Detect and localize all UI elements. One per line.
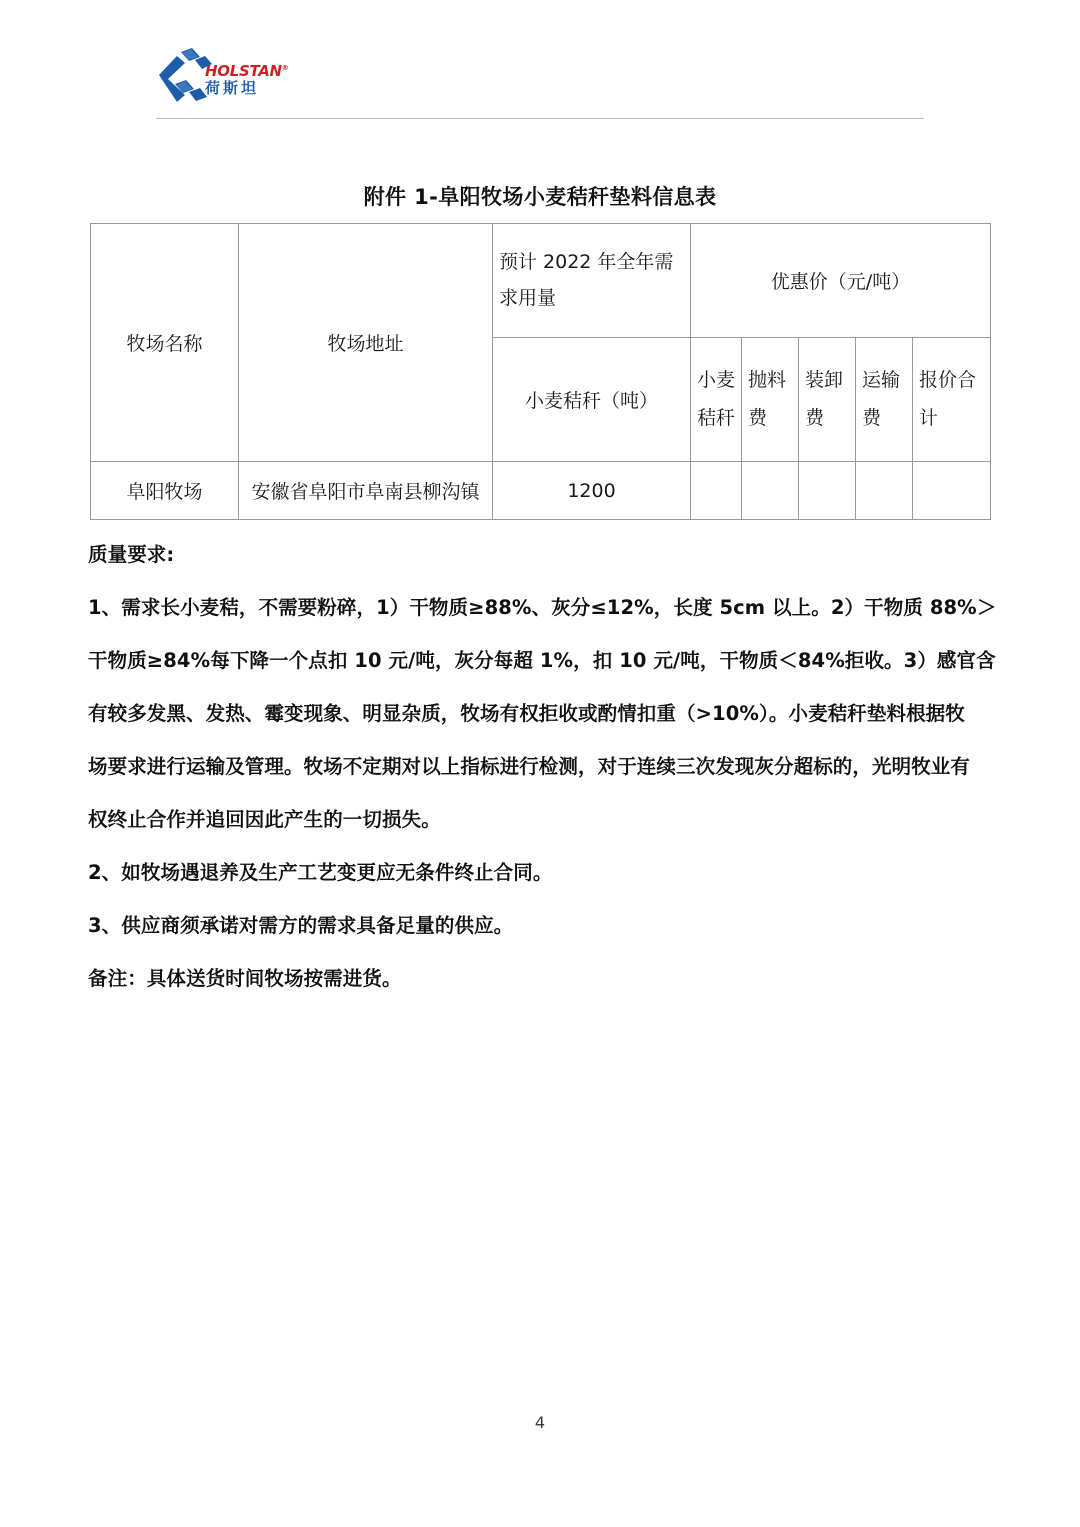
header-cell-farm-address: 牧场地址 bbox=[239, 224, 493, 462]
cell-price-transport-fee[interactable] bbox=[856, 462, 913, 520]
quality-requirements-heading: 质量要求: bbox=[88, 543, 175, 566]
quality-requirements-section bbox=[88, 528, 997, 1005]
table-header-row-top bbox=[91, 224, 991, 338]
requirement-item-1-line-3: 有较多发黑、发热、霉变现象、明显杂质，牧场有权拒收或酌情扣重（>10%）。小麦秸秆垫料根据牧 bbox=[88, 702, 965, 725]
header-cell-price-wheat-straw: 小麦秸秆 bbox=[691, 338, 742, 462]
cell-price-throwing-fee[interactable] bbox=[742, 462, 799, 520]
cell-price-wheat-straw[interactable] bbox=[691, 462, 742, 520]
logo-latin-text: HOLSTAN® bbox=[205, 62, 289, 80]
requirement-item-2: 2、如牧场遇退养及生产工艺变更应无条件终止合同。 bbox=[88, 861, 553, 884]
requirement-item-1-line-2: 干物质≥84%每下降一个点扣 10 元/吨，灰分每超 1%，扣 10 元/吨，干物质＜84%拒收。3）感官含 bbox=[88, 649, 996, 672]
header-cell-demand-group: 预计 2022 年全年需求用量 bbox=[493, 224, 691, 338]
header-cell-price-loading-fee: 装卸费 bbox=[799, 338, 856, 462]
remark-note: 备注：具体送货时间牧场按需进货。 bbox=[88, 967, 402, 990]
registered-trademark-icon: ® bbox=[281, 64, 289, 72]
requirement-item-1-line-5: 权终止合作并追回因此产生的一切损失。 bbox=[88, 808, 441, 831]
header-divider-rule bbox=[156, 118, 924, 119]
requirement-item-3: 3、供应商须承诺对需方的需求具备足量的供应。 bbox=[88, 914, 514, 937]
page-number: 4 bbox=[534, 1413, 546, 1432]
table-row bbox=[91, 462, 991, 520]
straw-bedding-info-table bbox=[90, 223, 991, 520]
cell-price-total[interactable] bbox=[913, 462, 991, 520]
logo-wordmark bbox=[205, 64, 295, 108]
header-cell-demand-sub: 小麦秸秆（吨） bbox=[493, 338, 691, 462]
cell-farm-address: 安徽省阜阳市阜南县柳沟镇 bbox=[239, 462, 493, 520]
header-cell-price-total: 报价合计 bbox=[913, 338, 991, 462]
logo-cjk-text: 荷斯坦 bbox=[205, 79, 260, 97]
cell-farm-name: 阜阳牧场 bbox=[91, 462, 239, 520]
page-title: 附件 1-阜阳牧场小麦秸秆垫料信息表 bbox=[363, 185, 717, 209]
header-cell-price-group: 优惠价（元/吨） bbox=[691, 224, 991, 338]
header-cell-price-transport-fee: 运输费 bbox=[856, 338, 913, 462]
cell-price-loading-fee[interactable] bbox=[799, 462, 856, 520]
requirement-item-1-line-1: 1、需求长小麦秸，不需要粉碎，1）干物质≥88%、灰分≤12%，长度 5cm 以上。2）干物质 88%＞ bbox=[88, 596, 997, 619]
requirement-item-1-line-4: 场要求进行运输及管理。牧场不定期对以上指标进行检测，对于连续三次发现灰分超标的，光明牧业有 bbox=[88, 755, 971, 778]
cell-demand: 1200 bbox=[493, 462, 691, 520]
header-cell-price-throwing-fee: 抛料费 bbox=[742, 338, 799, 462]
company-logo bbox=[155, 46, 289, 108]
header-cell-farm-name: 牧场名称 bbox=[91, 224, 239, 462]
page-header bbox=[0, 0, 1080, 130]
